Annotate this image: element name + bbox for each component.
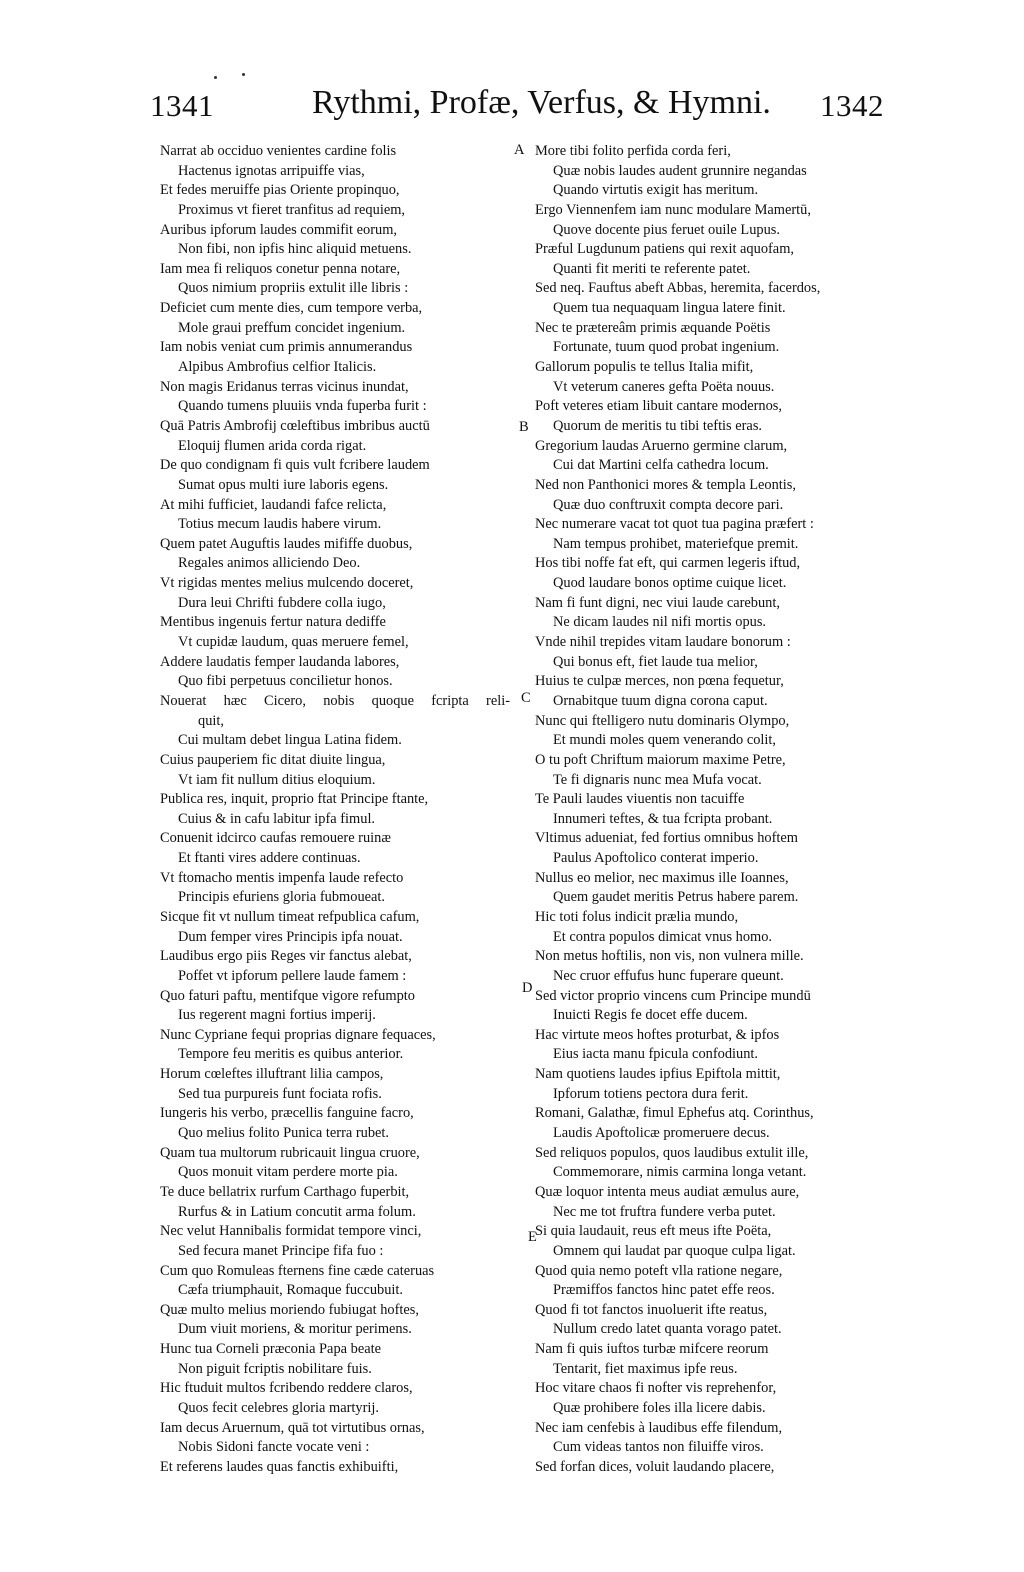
verse-line: Quos fecit celebres gloria martyrij. [178, 1400, 379, 1416]
verse-line: Principis efuriens gloria fubmoueat. [178, 889, 386, 906]
verse-line: Nouerat hæc Cicero, nobis quoque fcripta reli- [160, 692, 510, 709]
verse-line: Ned non Panthonici mores & templa Leontis, [535, 476, 796, 493]
verse-line: Hunc tua Corneli præconia Papa beate [160, 1341, 381, 1358]
verse-line: Quanti fit meriti te referente patet. [553, 260, 751, 277]
verse-line: Alpibus Ambrofius celfior Italicis. [178, 359, 377, 376]
verse-line: Vt cupidæ laudum, quas meruere femel, [178, 634, 409, 651]
verse-line: Auribus ipforum laudes commifit eorum, [160, 221, 398, 238]
verse-line: Dura leui Chrifti fubdere colla iugo, [178, 594, 386, 611]
verse-line: Dum femper vires Principis ipfa nouat. [178, 928, 403, 945]
verse-line: Deficiet cum mente dies, cum tempore verba, [160, 300, 423, 317]
verse-line: Commemorare, nimis carmina longa vetant. [553, 1164, 807, 1181]
verse-line: Quā Patris Ambrofij cœleftibus imbribus auctū [160, 417, 430, 434]
verse-line: Nam tempus prohibet, materiefque premit. [553, 535, 799, 552]
verse-line: Laudibus ergo piis Reges vir fanctus alebat, [160, 948, 412, 965]
verse-line: Quæ nobis laudes audent grunnire negandas [553, 162, 807, 179]
verse-line: Nec iam cenfebis à laudibus effe filendum, [535, 1419, 783, 1436]
verse-line: Vt veterum caneres gefta Poëta nouus. [553, 378, 775, 395]
verse-line: Rurfus & in Latium concutit arma folum. [178, 1203, 416, 1220]
verse-line: Eloquij flumen arida corda rigat. [178, 437, 367, 454]
verse-line: Iam nobis veniat cum primis annumerandus [160, 339, 413, 356]
verse-line: Sed victor proprio vincens cum Principe mundū [535, 987, 811, 1004]
verse-line: Cum videas tantos non filuiffe viros. [553, 1439, 764, 1456]
verse-line: Si quia laudauit, reus eft meus ifte Poëta, [535, 1223, 772, 1240]
verse-line: Sed tua purpureis funt fociata rofis. [178, 1085, 382, 1102]
verse-line: Quando tumens pluuiis vnda fuperba furit : [178, 398, 427, 415]
verse-line: Quorum de meritis tu tibi teftis eras. [553, 417, 763, 434]
verse-line: Quod fi tot fanctos inuoluerit ifte reatus, [535, 1301, 768, 1318]
print-speck [242, 73, 245, 76]
verse-line: Quos nimium propriis extulit ille libris : [178, 280, 409, 297]
verse-line: Nam fi quis iuftos turbæ mifcere reorum [535, 1341, 769, 1358]
verse-line: Ergo Viennenfem iam nunc modulare Mamertū, [535, 201, 811, 218]
verse-line: Nobis Sidoni fancte vocate veni : [178, 1439, 370, 1456]
verse-line: Vt iam fit nullum ditius eloquium. [178, 771, 376, 788]
margin-marker-a: A [514, 142, 525, 158]
verse-line: Sed fecura manet Principe fifa fuo : [178, 1242, 384, 1259]
verse-line: Sumat opus multi iure laboris egens. [178, 476, 389, 493]
verse-line: Hoc vitare chaos fi nofter vis reprehenfor, [535, 1380, 777, 1397]
verse-line: Quæ duo conftruxit compta decore pari. [553, 496, 784, 513]
verse-line: Te Pauli laudes viuentis non tacuiffe [535, 791, 745, 808]
verse-line: Et ftanti vires addere continuas. [178, 850, 361, 867]
verse-line: Nec me tot fruftra fundere verba putet. [553, 1203, 776, 1220]
verse-line: Paulus Apoftolico conterat imperio. [553, 850, 759, 867]
verse-line: Iam mea fi reliquos conetur penna notare, [160, 260, 401, 277]
verse-line: Et referens laudes quas fanctis exhibuifti, [160, 1458, 399, 1475]
verse-line: Quod quia nemo poteft vlla ratione negare, [535, 1262, 783, 1279]
verse-line: Quo faturi paftu, mentifque vigore refumpto [160, 987, 415, 1004]
verse-line: Hic ftuduit multos fcribendo reddere claros, [160, 1380, 413, 1397]
left-column [160, 142, 510, 1478]
verse-line: Iam decus Aruernum, quā tot virtutibus ornas, [160, 1419, 425, 1436]
verse-line: Cui multam debet lingua Latina fidem. [178, 732, 402, 749]
verse-line: Eius iacta manu fpicula confodiunt. [553, 1046, 759, 1063]
margin-marker-b: B [519, 419, 529, 435]
verse-line: Nunc qui ftelligero nutu dominaris Olympo, [535, 712, 790, 729]
verse-line: Mentibus ingenuis fertur natura dediffe [160, 614, 386, 631]
page-header [0, 84, 1024, 132]
verse-line: Fortunate, tuum quod probat ingenium. [553, 339, 780, 356]
verse-line: Huius te culpæ merces, non pœna fequetur, [535, 673, 784, 690]
verse-line: Te duce bellatrix rurfum Carthago fuperbit, [160, 1183, 410, 1200]
page-number-left: 1341 [150, 88, 214, 123]
verse-line: Hic toti folus indicit prælia mundo, [535, 908, 739, 925]
verse-line: Præmiffos fanctos hinc patet effe reos. [553, 1282, 775, 1299]
verse-line: Quo melius folito Punica terra rubet. [178, 1125, 390, 1142]
page-number-right: 1342 [820, 88, 884, 123]
verse-line: Cæfa triumphauit, Romaque fuccubuit. [178, 1282, 404, 1299]
verse-line: Inuicti Regis fe docet effe ducem. [553, 1007, 748, 1024]
verse-line: Non magis Eridanus terras vicinus inundat, [160, 378, 409, 395]
verse-line: Quæ multo melius moriendo fubiugat hoftes, [160, 1301, 420, 1318]
verse-line: Proximus vt fieret tranfitus ad requiem, [178, 201, 405, 218]
verse-line: Non fibi, non ipfis hinc aliquid metuens. [178, 241, 412, 258]
verse-line: Dum viuit moriens, & moritur perimens. [178, 1321, 412, 1338]
verse-line: Cui dat Martini celfa cathedra locum. [553, 457, 769, 474]
verse-line: Poffet vt ipforum pellere laude famem : [178, 967, 407, 984]
verse-line: Poft veteres etiam libuit cantare modernos, [535, 398, 782, 415]
verse-line: Addere laudatis femper laudanda labores, [160, 653, 400, 670]
verse-line: Gallorum populis te tellus Italia mifit, [535, 359, 754, 376]
verse-line: Ne dicam laudes nil nifi mortis opus. [553, 614, 767, 631]
verse-line: Quem tua nequaquam lingua latere finit. [553, 300, 786, 317]
verse-line: Nec velut Hannibalis formidat tempore vinci, [160, 1223, 422, 1240]
verse-line: Vltimus adueniat, fed fortius omnibus hoftem [535, 830, 798, 847]
verse-line: Narrat ab occiduo venientes cardine folis [160, 143, 397, 159]
verse-line: Hos tibi noffe fat eft, qui carmen legeris iftud, [535, 555, 801, 572]
verse-line: Quæ loquor intenta meus audiat æmulus aure, [535, 1183, 800, 1200]
verse-line: Horum cœleftes illuftrant lilia campos, [160, 1066, 384, 1083]
verse-line: Conuenit idcirco caufas remouere ruinæ [160, 830, 391, 847]
verse-line: Ius regerent magni fortius imperij. [178, 1007, 376, 1024]
verse-line: Sicque fit vt nullum timeat refpublica cafum, [160, 908, 420, 925]
running-title: Rythmi, Profæ, Verfus, & Hymni. [312, 84, 771, 121]
verse-line: Quod laudare bonos optime cuique licet. [553, 575, 787, 592]
verse-line: Quem patet Auguftis laudes mififfe duobus, [160, 535, 413, 552]
verse-line: Et contra populos dimicat vnus homo. [553, 928, 773, 945]
verse-line: Quem gaudet meritis Petrus habere parem. [553, 889, 799, 906]
margin-marker-e: E [528, 1229, 537, 1245]
verse-line: Vnde nihil trepides vitam laudare bonorum : [535, 634, 791, 651]
verse-line: Publica res, inquit, proprio ftat Principe ftante, [160, 791, 429, 808]
margin-marker-d: D [522, 980, 533, 996]
verse-line: Quo fibi perpetuus concilietur honos. [178, 673, 393, 690]
verse-line: O tu poft Chriftum maiorum maxime Petre, [535, 751, 786, 768]
verse-line: Quos monuit vitam perdere morte pia. [178, 1164, 398, 1181]
verse-line: Nec cruor effufus hunc fuperare queunt. [553, 967, 784, 984]
verse-line: Romani, Galathæ, fimul Ephefus atq. Corinthus, [535, 1105, 814, 1122]
verse-line: Omnem qui laudat par quoque culpa ligat. [553, 1242, 796, 1259]
verse-line: Sed reliquos populos, quos laudibus extulit ille, [535, 1144, 809, 1161]
verse-line: Cum quo Romuleas fternens fine cæde cateruas [160, 1262, 435, 1279]
verse-line: Totius mecum laudis habere virum. [178, 516, 382, 533]
verse-line: Et fedes meruiffe pias Oriente propinquo, [160, 182, 400, 199]
verse-line: Cuius & in cafu labitur ipfa fimul. [178, 810, 376, 827]
print-speck [214, 76, 217, 79]
verse-line: Qui bonus eft, fiet laude tua melior, [553, 653, 758, 670]
verse-line: Et mundi moles quem venerando colit, [553, 732, 777, 749]
verse-line: Cuius pauperiem fic ditat diuite lingua, [160, 751, 386, 768]
verse-line: Quam tua multorum rubricauit lingua cruore, [160, 1144, 420, 1161]
verse-line: Nec numerare vacat tot quot tua pagina præfert : [535, 516, 814, 533]
verse-line: Ornabitque tuum digna corona caput. [553, 692, 768, 709]
verse-line: Quæ prohibere foles illa licere dabis. [553, 1400, 766, 1416]
verse-line: Ipforum totiens pectora dura ferit. [553, 1085, 749, 1102]
verse-line: Nullus eo melior, nec maximus ille Ioannes, [535, 869, 789, 886]
margin-marker-c: C [521, 690, 531, 706]
verse-line: Hac virtute meos hoftes proturbat, & ipfos [535, 1026, 780, 1043]
verse-line: Gregorium laudas Aruerno germine clarum, [535, 437, 788, 454]
verse-line: Non piguit fcriptis nobilitare fuis. [178, 1360, 372, 1377]
verse-line: De quo condignam fi quis vult fcribere laudem [160, 457, 430, 474]
verse-line: Sed forfan dices, voluit laudando placere, [535, 1458, 775, 1475]
verse-line: Iungeris his verbo, præcellis fanguine facro, [160, 1105, 414, 1122]
verse-line: Sed neq. Fauftus abeft Abbas, heremita, facerdos, [535, 280, 821, 297]
verse-line: Vt ftomacho mentis impenfa laude refecto [160, 869, 404, 886]
verse-line: Regales animos alliciendo Deo. [178, 555, 361, 572]
verse-line: Te fi dignaris nunc mea Mufa vocat. [553, 771, 762, 788]
verse-line: Hactenus ignotas arripuiffe vias, [178, 162, 365, 179]
verse-line: Nullum credo latet quanta vorago patet. [553, 1321, 782, 1338]
verse-line: Nam fi funt digni, nec viui laude carebunt, [535, 594, 780, 611]
verse-line: Nam quotiens laudes ipfius Epiftola mittit, [535, 1066, 781, 1083]
verse-line: Non metus hoftilis, non vis, non vulnera mille. [535, 948, 804, 965]
verse-line: Quove docente pius feruet ouile Lupus. [553, 221, 780, 238]
verse-line: Vt rigidas mentes melius mulcendo doceret, [160, 575, 414, 592]
verse-line: More tibi folito perfida corda feri, [535, 143, 731, 159]
verse-line: Nec te prætereâm primis æquande Poëtis [535, 319, 771, 336]
verse-line: Nunc Cypriane fequi proprias dignare fequaces, [160, 1026, 436, 1043]
verse-line: Laudis Apoftolicæ promeruere decus. [553, 1125, 770, 1142]
verse-line: Innumeri teftes, & tua fcripta probant. [553, 810, 773, 827]
right-column [535, 142, 890, 1478]
verse-line: Tempore feu meritis es quibus anterior. [178, 1046, 404, 1063]
verse-line: quit, [198, 712, 224, 729]
verse-line: Præful Lugdunum patiens qui rexit aquofam, [535, 241, 794, 258]
verse-line: Mole graui preffum concidet ingenium. [178, 319, 406, 336]
verse-line: Quando virtutis exigit has meritum. [553, 182, 759, 199]
verse-line: At mihi fufficiet, laudandi fafce relicta, [160, 496, 387, 513]
verse-line: Tentarit, fiet maximus ipfe reus. [553, 1360, 738, 1377]
